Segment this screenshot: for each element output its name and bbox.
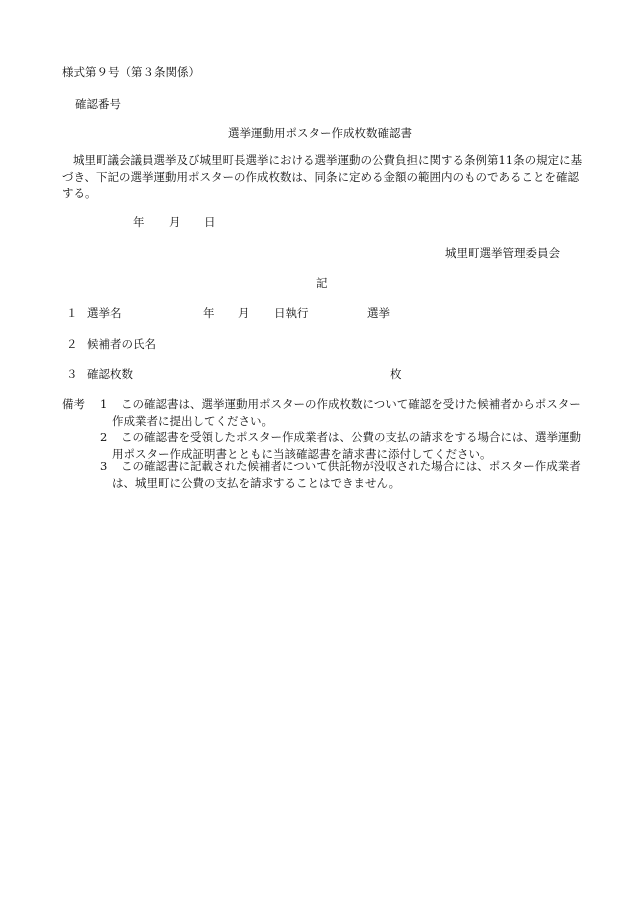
date-day: 日	[204, 215, 216, 229]
item-1-month: 月	[238, 306, 250, 320]
ki-heading: 記	[316, 276, 328, 290]
item-3-number: ３	[66, 367, 78, 381]
date-month: 月	[169, 215, 181, 229]
date-year: 年	[133, 215, 145, 229]
item-3-label: 確認枚数	[87, 367, 133, 381]
item-1-number: １	[66, 306, 78, 320]
item-1-day-exec: 日執行	[274, 306, 309, 320]
note-1-number: 1	[100, 397, 108, 411]
body-paragraph: 城里町議会議員選挙及び城里町長選挙における選挙運動の公費負担に関する条例第11条の規定に基づき、下記の選挙運動用ポスターの作成枚数は、同条に定める金額の範囲内のものであることを確認する。	[62, 153, 583, 200]
note-2-text: この確認書を受領したポスター作成業者は、公費の支払の請求をする場合には、選挙運動用ポスター作成証明書とともに当該確認書を請求書に添付してください。	[112, 430, 581, 461]
form-label: 様式第９号（第３条関係）	[62, 65, 200, 79]
item-2-label: 候補者の氏名	[87, 337, 156, 351]
notes-label: 備考	[62, 397, 85, 411]
note-3-number: 3	[100, 459, 108, 473]
note-1-text: この確認書は、選挙運動用ポスターの作成枚数について確認を受けた候補者からポスター作成業者に提出してください。	[112, 397, 581, 428]
document-title: 選挙運動用ポスター作成枚数確認書	[228, 126, 412, 140]
item-1-label: 選挙名	[87, 306, 122, 320]
item-1-year: 年	[203, 306, 215, 320]
item-3-unit: 枚	[390, 367, 402, 381]
item-2-number: ２	[66, 337, 78, 351]
item-1-suffix: 選挙	[367, 306, 390, 320]
confirmation-number-label: 確認番号	[75, 97, 121, 111]
note-2-number: 2	[100, 430, 108, 444]
note-3-text: この確認書に記載された候補者について供託物が没収された場合には、ポスター作成業者は、城里町に公費の支払を請求することはできません。	[112, 459, 581, 490]
issuer: 城里町選挙管理委員会	[445, 246, 560, 260]
